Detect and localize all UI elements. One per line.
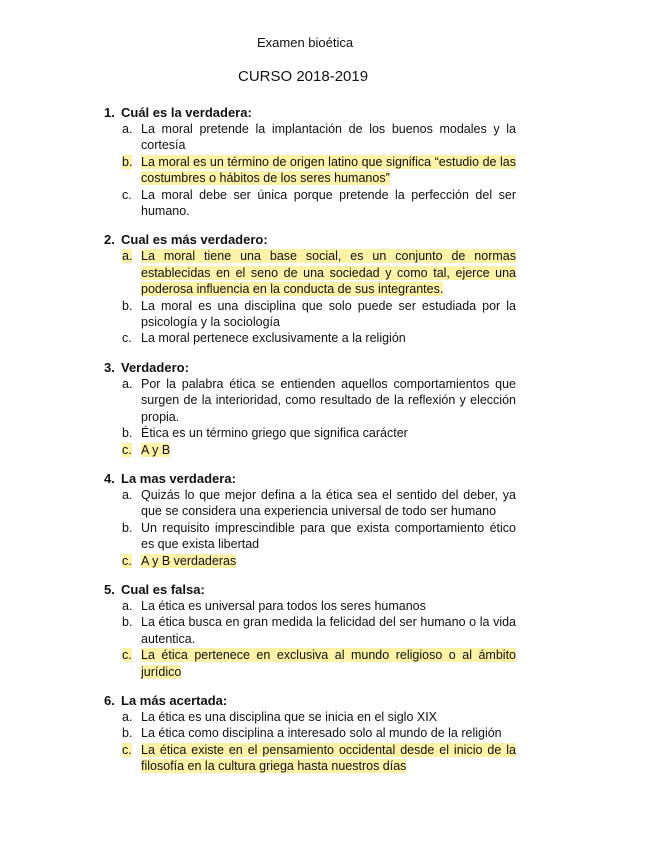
option-list <box>104 709 516 775</box>
option-item <box>104 487 516 520</box>
question-number: 1. <box>104 105 115 120</box>
option-text: La moral debe ser única porque pretende la perfección del ser humano. <box>141 187 516 219</box>
option-text: Por la palabra ética se entienden aquellos comportamientos que surgen de la interioridad, como resultado de la reflexión y elección propia. <box>141 376 516 424</box>
option-text: La moral tiene una base social, es un conjunto de normas establecidas en el seno de una sociedad y como tal, ejerce una poderosa influencia en la conducta de sus integrantes. <box>141 249 516 297</box>
option-text: La ética es universal para todos los seres humanos <box>141 598 426 613</box>
question-block <box>104 582 516 680</box>
question-title <box>104 471 516 487</box>
question-title <box>104 232 516 248</box>
option-text: Ética es un término griego que significa carácter <box>141 426 408 441</box>
option-letter: c. <box>122 187 132 202</box>
question-title <box>104 582 516 598</box>
option-text: A y B <box>141 442 171 457</box>
option-text: Un requisito imprescindible para que exista comportamiento ético es que exista libertad <box>141 520 516 552</box>
option-letter: b. <box>122 615 133 630</box>
question-block <box>104 693 516 775</box>
option-item <box>104 520 516 553</box>
option-letter: a. <box>122 487 133 502</box>
option-item <box>104 725 516 741</box>
option-item <box>104 248 516 297</box>
option-item <box>104 330 516 346</box>
option-item <box>104 298 516 331</box>
option-item <box>104 442 516 458</box>
option-letter: a. <box>122 709 133 724</box>
question-list <box>104 105 516 788</box>
option-item <box>104 598 516 614</box>
option-letter: b. <box>122 298 133 313</box>
option-item <box>104 121 516 154</box>
option-letter: b. <box>122 520 133 535</box>
option-text: La moral es una disciplina que solo puede ser estudiada por la psicología y la sociología <box>141 298 516 330</box>
option-text: Quizás lo que mejor defina a la ética sea el sentido del deber, ya que se considera una experiencia universal de todo ser humano <box>141 487 516 519</box>
question-text: Cual es falsa: <box>121 581 205 597</box>
option-letter: c. <box>122 742 132 757</box>
header-text: Examen bioética <box>257 35 354 50</box>
option-item <box>104 742 516 775</box>
option-letter: c. <box>122 553 132 568</box>
option-text: La moral es un término de origen latino que significa “estudio de las costumbres o hábitos de los seres humanos” <box>141 154 516 186</box>
option-item <box>104 647 516 680</box>
option-letter: a. <box>122 598 133 613</box>
option-text: La ética es una disciplina que se inicia en el siglo XIX <box>141 709 438 724</box>
option-list <box>104 376 516 458</box>
option-list <box>104 121 516 219</box>
option-letter: c. <box>122 442 132 457</box>
option-letter: b. <box>122 154 133 169</box>
option-item <box>104 187 516 220</box>
option-letter: c. <box>122 648 132 663</box>
question-title <box>104 360 516 376</box>
question-block <box>104 471 516 569</box>
option-letter: b. <box>122 426 133 441</box>
option-item <box>104 709 516 725</box>
option-letter: a. <box>122 376 133 391</box>
option-text: La ética como disciplina a interesado solo al mundo de la religión <box>141 726 502 741</box>
option-list <box>104 248 516 346</box>
option-text: La ética pertenece en exclusiva al mundo religioso o al ámbito jurídico <box>141 648 516 679</box>
question-title <box>104 105 516 121</box>
option-text: La ética busca en gran medida la felicidad del ser humano o la vida autentica. <box>141 615 516 646</box>
page-title: CURSO 2018-2019 <box>238 68 369 85</box>
option-letter: a. <box>122 249 133 264</box>
question-block <box>104 360 516 458</box>
question-title <box>104 693 516 709</box>
option-text: La moral pretende la implantación de los buenos modales y la cortesía <box>141 122 516 153</box>
option-item <box>104 425 516 441</box>
question-number: 4. <box>104 470 115 486</box>
option-text: La ética existe en el pensamiento occidental desde el inicio de la filosofía en la cultura griega hasta nuestros días <box>141 742 516 774</box>
option-item <box>104 154 516 187</box>
question-number: 2. <box>104 232 115 248</box>
question-number: 3. <box>104 359 115 375</box>
option-list <box>104 598 516 680</box>
question-block <box>104 232 516 346</box>
option-text: A y B verdaderas <box>141 553 237 568</box>
option-item <box>104 376 516 425</box>
question-number: 5. <box>104 581 115 597</box>
question-text: Verdadero: <box>121 359 189 375</box>
option-item <box>104 614 516 647</box>
option-text: La moral pertenece exclusivamente a la religión <box>141 331 406 346</box>
question-text: La mas verdadera: <box>121 470 236 486</box>
question-text: Cual es más verdadero: <box>121 232 268 248</box>
option-list <box>104 487 516 569</box>
option-letter: b. <box>122 726 133 741</box>
question-number: 6. <box>104 692 115 708</box>
question-text: Cuál es la verdadera: <box>121 105 252 120</box>
option-letter: c. <box>122 331 132 346</box>
option-letter: a. <box>122 122 133 136</box>
option-item <box>104 553 516 569</box>
question-block <box>104 105 516 219</box>
question-text: La más acertada: <box>121 692 228 708</box>
